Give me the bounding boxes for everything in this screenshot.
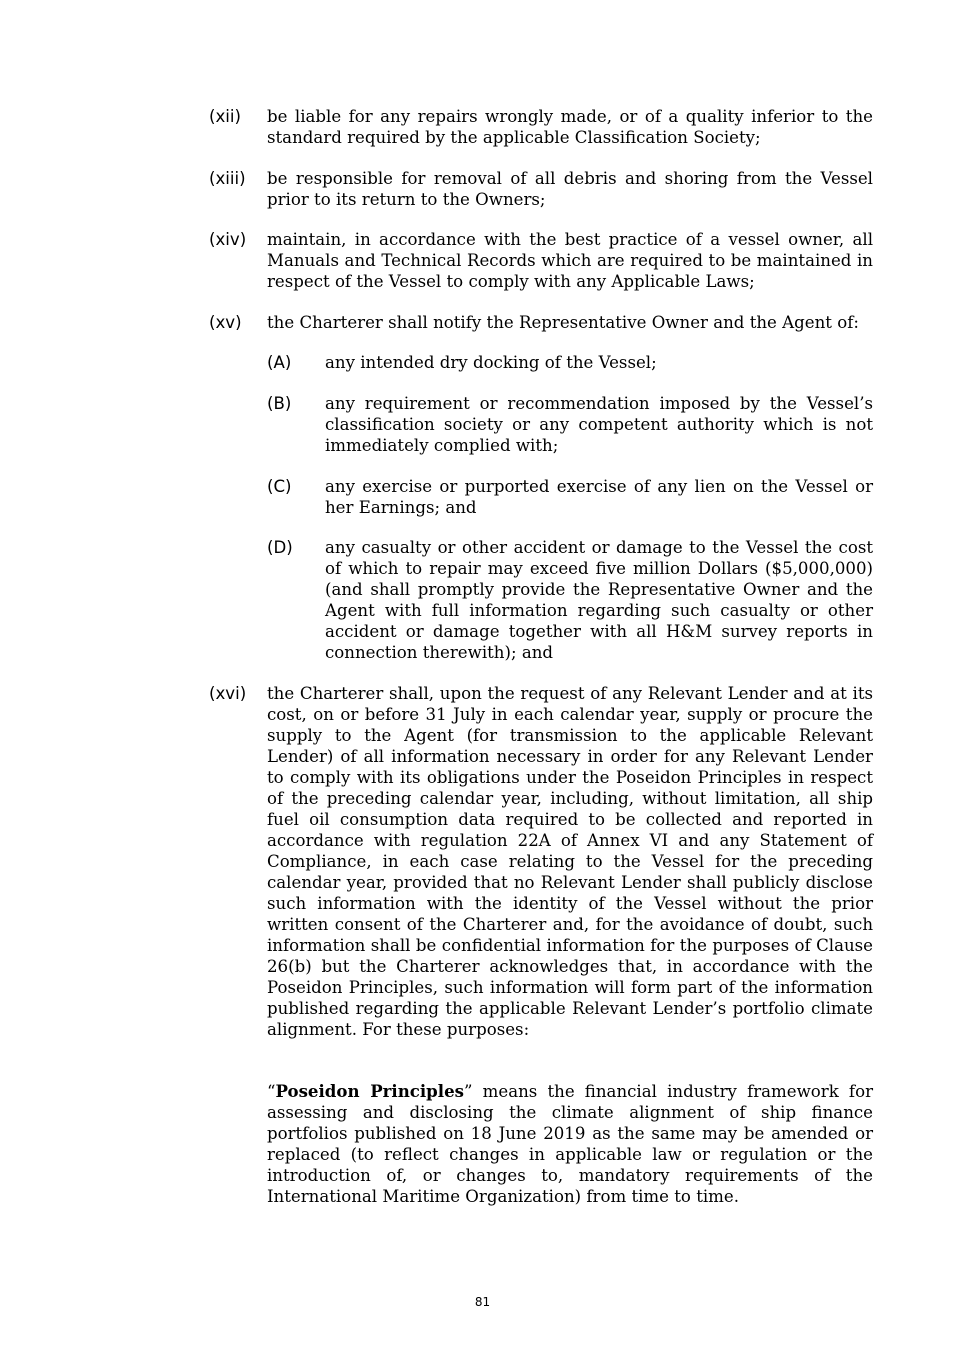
clause-label: (xvi) <box>209 684 247 703</box>
clause-text: maintain, in accordance with the best practice of a vessel owner, all Manuals and Technical Records which are required to be maintained in respect of the Vessel to comply with any Applicable Laws; <box>267 230 873 291</box>
close-quote: ” <box>464 1082 473 1101</box>
clause-text: the Charterer shall notify the Representative Owner and the Agent of: <box>267 313 859 332</box>
clause-label: (xv) <box>209 313 242 332</box>
page-number: 81 <box>474 1295 491 1309</box>
subclause-text: any exercise or purported exercise of any lien on the Vessel or her Earnings; and <box>325 477 873 517</box>
subclause-label: (D) <box>267 538 293 557</box>
clause-label: (xii) <box>209 107 241 126</box>
defined-term: Poseidon Principles <box>275 1081 464 1101</box>
clause-label: (xiv) <box>209 230 247 249</box>
subclause-label: (C) <box>267 477 292 496</box>
subclause-label: (B) <box>267 394 292 413</box>
subclause-text: any casualty or other accident or damage to the Vessel the cost of which to repair may exceed five million Dollars ($5,000,000) (and shall promptly provide the Representative Owner and the Agent with full information regarding such casualty or other accident or damage together with all H&M survey reports in connection therewith); and <box>325 538 873 662</box>
subclause-text: any intended dry docking of the Vessel; <box>325 353 657 372</box>
subclause-label: (A) <box>267 353 292 372</box>
open-quote: “ <box>267 1082 276 1101</box>
definition-text: means the financial industry framework for assessing and disclosing the climate alignment of ship finance portfolios published on 18 June 2019 as the same may be amended or replaced (to reflect changes in applicable law or regulation or the introduction of, or changes to, mandatory requirements of the International Maritime Organization) from time to time. <box>267 1082 873 1206</box>
clause-text: be liable for any repairs wrongly made, or of a quality inferior to the standard required by the applicable Classification Society; <box>267 107 873 147</box>
clause-text: be responsible for removal of all debris and shoring from the Vessel prior to its return to the Owners; <box>267 169 873 209</box>
definition-paragraph <box>267 1081 873 1207</box>
subclause-text: any requirement or recommendation imposed by the Vessel’s classification society or any competent authority which is not immediately complied with; <box>325 394 873 455</box>
clause-label: (xiii) <box>209 169 246 188</box>
clause-text: the Charterer shall, upon the request of any Relevant Lender and at its cost, on or before 31 July in each calendar year, supply or procure the supply to the Agent (for transmission to the applicable Relevant Lender) of all information necessary in order for any Relevant Lender to comply with its obligations under the Poseidon Principles in respect of the preceding calendar year, including, without limitation, all ship fuel oil consumption data required to be collected and reported in accordance with regulation 22A of Annex VI and any Statement of Compliance, in each case relating to the Vessel for the preceding calendar year, provided that no Relevant Lender shall publicly disclose such information with the identity of the Vessel without the prior written consent of the Charterer and, for the avoidance of doubt, such information shall be confidential information for the purposes of Clause 26(b) but the Charterer acknowledges that, in accordance with the Poseidon Principles, such information will form part of the information published regarding the applicable Relevant Lender’s portfolio climate alignment. For these purposes: <box>267 684 873 1039</box>
